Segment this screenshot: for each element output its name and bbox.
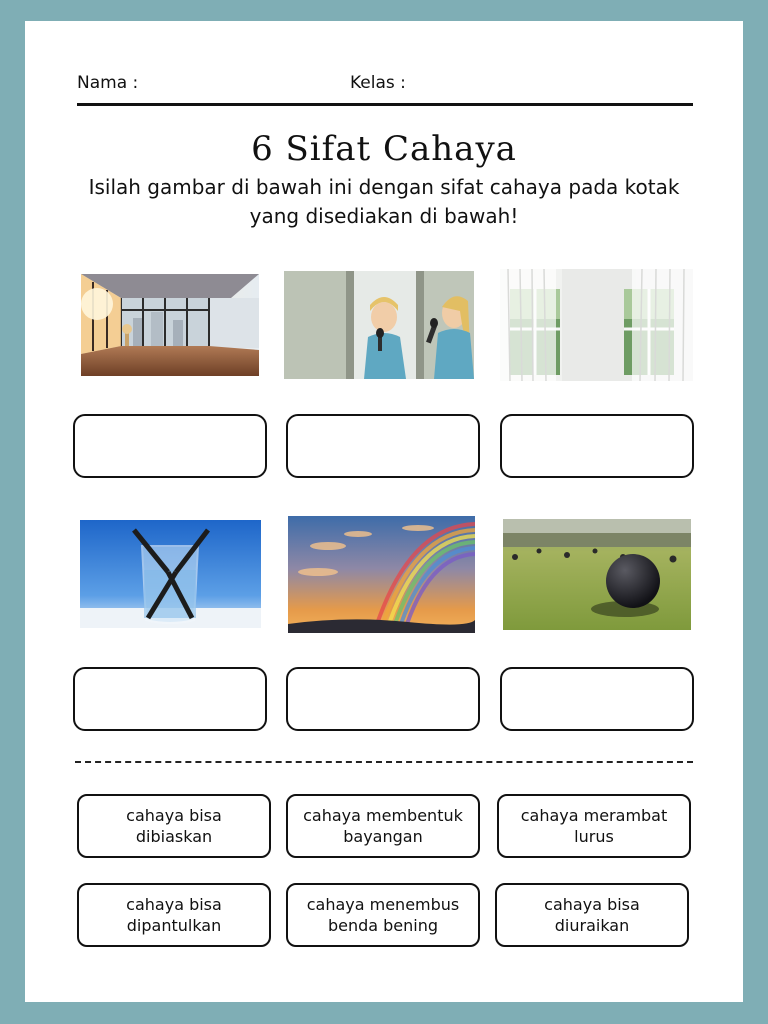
pencil-in-water-glass-photo xyxy=(80,520,261,628)
option-label: cahaya merambat lurus xyxy=(520,806,668,846)
option-label: cahaya bisa diuraikan xyxy=(544,895,640,935)
option-label: cahaya menembus benda bening xyxy=(306,895,460,935)
answer-box-2[interactable] xyxy=(286,414,480,478)
kelas-label: Kelas : xyxy=(350,73,406,93)
option-card[interactable] xyxy=(497,794,691,858)
sunlit-room-window-photo xyxy=(81,274,259,376)
answer-box-5[interactable] xyxy=(286,667,480,731)
ball-on-grass-shadow-photo xyxy=(503,519,691,630)
option-card[interactable] xyxy=(77,794,271,858)
option-card[interactable] xyxy=(286,794,480,858)
option-label: cahaya bisa dibiaskan xyxy=(126,806,222,846)
option-label: cahaya membentuk bayangan xyxy=(303,806,463,846)
nama-label: Nama : xyxy=(77,73,139,93)
answer-box-3[interactable] xyxy=(500,414,694,478)
option-label: cahaya bisa dipantulkan xyxy=(126,895,222,935)
option-card[interactable] xyxy=(286,883,480,947)
window-curtains-photo xyxy=(500,269,693,381)
worksheet-page xyxy=(25,21,743,1002)
answer-box-6[interactable] xyxy=(500,667,694,731)
rainbow-sunset-photo xyxy=(288,516,475,633)
girl-mirror-reflection-photo xyxy=(284,271,474,379)
cut-line-divider xyxy=(75,761,693,763)
worksheet-title: 6 Sifat Cahaya xyxy=(251,129,517,169)
worksheet-instruction: Isilah gambar di bawah ini dengan sifat cahaya pada kotak yang disediakan di bawah! xyxy=(88,175,680,228)
answer-box-1[interactable] xyxy=(73,414,267,478)
option-card[interactable] xyxy=(77,883,271,947)
answer-box-4[interactable] xyxy=(73,667,267,731)
option-card[interactable] xyxy=(495,883,689,947)
header-divider xyxy=(77,103,693,106)
